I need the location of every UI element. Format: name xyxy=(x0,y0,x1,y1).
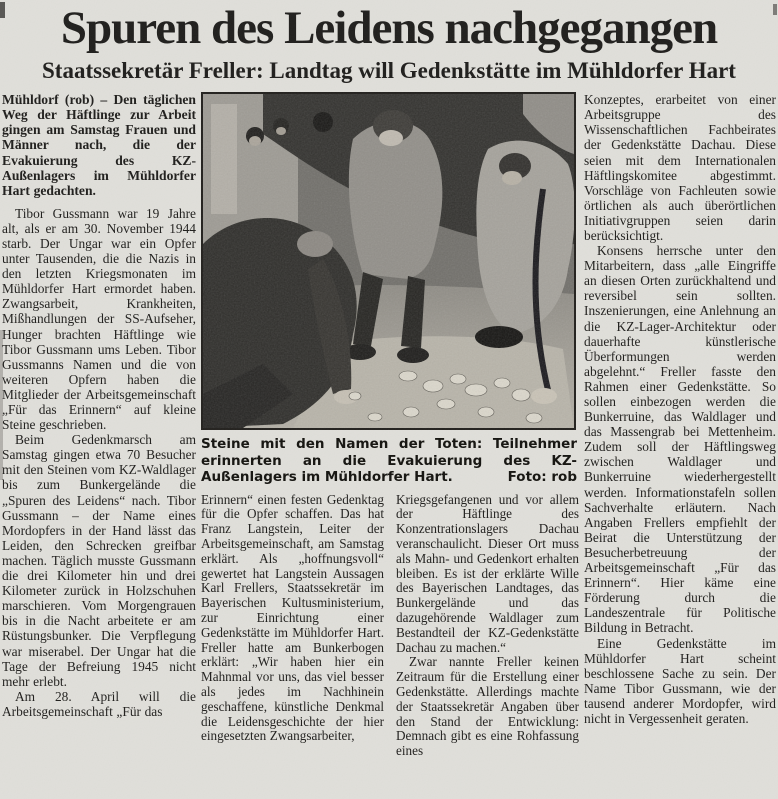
article-paragraph: Konsens herrsche unter den Mitarbeitern, dass „alle Eingriffe an diesen Orten zurückhaltend und reversibel sein sollten. Inszenierungen, eine Anlehnung an die KZ-Lager-Architektur oder dauerhafte künstlerische Überformungen werden abgelehnt.“ Freller fasste den Rahmen einer Gedenkstätte. So sollen einbezogen werden die Bunkerruine, das Waldlager und das Massengrab bei Mettenheim. Zudem soll der Häftlingsweg zwischen Waldlager und Bunkerruine wiederhergestellt werden. Informationstafeln sollen Sachverhalte erläutern. Nach Angaben Frellers empfiehlt der Beirat die Unterstützung der Besucherbetreuung der Arbeitsgemeinschaft „Für das Erinnern“. Hier käme eine Förderung durch die Landeszentrale für Politische Bildung in Betracht. xyxy=(584,243,776,636)
lead-paragraph: Mühldorf (rob) – Den täglichen Weg der Häftlinge zur Arbeit gingen am Samstag Frauen und Männer nach, die der Evakuierung des KZ-Außenlagers im Mühldorfer Hart gedachten. xyxy=(2,92,196,198)
masthead xyxy=(0,0,778,83)
scan-artifact xyxy=(773,4,777,15)
photo-credit: Foto: rob xyxy=(507,469,577,486)
article-photo xyxy=(201,92,579,486)
article-paragraph: Beim Gedenkmarsch am Samstag gingen etwa 70 Besucher mit den Steinen vom KZ-Waldlager bis zum Bunkergelände die „Spuren des Leidens“ nach. Tibor Gussmann – der Name eines Mordopfers in der Hand lässt das Leiden, den Schrecken greifbar machen. Täglich musste Gussmann die drei Kilometer hin und drei Kilometer zurück in Holzschuhen marschieren. Vom Morgengrauen bis in die Nacht arbeitete er am Rüstungsbunker. Die Verpflegung war miserabel. Der Ungar hat die Tage der Befreiung 1945 nicht mehr erlebt. xyxy=(2,432,196,689)
column-left xyxy=(2,92,196,719)
subheadline: Staatssekretär Freller: Landtag will Gedenkstätte im Mühldorfer Hart xyxy=(42,58,736,83)
photo-caption xyxy=(201,436,577,486)
article-paragraph: Erinnern“ einen festen Gedenktag für die Opfer schaffen. Das hat Franz Langstein, Leiter der Arbeitsgemeinschaft, am Samstag erklärt. Als „hoffnungsvoll“ gewertet hat Langstein Aussagen Karl Frellers, Staatssekretär im Bayerischen Kultusministerium, zur Einrichtung einer Gedenkstätte im Mühldorfer Hart. Freller hatte am Bunkerbogen erklärt: „Wir haben hier ein Mahnmal vor uns, das viel besser als jedes im Nachhinein geschaffene, künstliche Denkmal die Leidensgeschichte der hier eingesetzten Zwangsarbeiter, xyxy=(201,491,384,744)
column-middle-2 xyxy=(396,493,579,759)
article-paragraph: Eine Gedenkstätte im Mühldorfer Hart scheint beschlossene Sache zu sein. Der Name Tibor Gussmann, wie der tausend anderer Mordopfer, wird nicht in Vergessenheit geraten. xyxy=(584,635,776,726)
photo-caption-text: Steine mit den Namen der Toten: Teilnehmer erinnerten an die Evakuierung des KZ-Außenlagers im Mühldorfer Hart. xyxy=(201,436,577,486)
article-paragraph: Konzeptes, erarbeitet von einer Arbeitsgruppe des Wissenschaftlichen Fachbeirates der Gedenkstätte Dachau. Diese seien mit dem Internationalen Häftlingskomitee abgestimmt. Vorschläge von Fachleuten sowie örtlichen als auch überörtlichen Initiativgruppen seien darin berücksichtigt. xyxy=(584,92,776,243)
article-paragraph: Zwar nannte Freller keinen Zeitraum für die Erstellung einer Gedenkstätte. Allerdings machte der Staatssekretär Angaben über den Stand der Entwicklung: Demnach gibt es eine Rohfassung eines xyxy=(396,654,579,759)
article-body xyxy=(0,92,778,759)
article-paragraph: Tibor Gussmann war 19 Jahre alt, als er am 30. November 1944 starb. Der Ungar war ein Opfer unter Tausenden, die die Nazis in den letzten Kriegsmonaten im Mühldorfer Hart ermordet haben. Zwangsarbeit, Krankheiten, Mißhandlungen der SS-Aufseher, Hunger brachten Häftlinge wie Tibor Gussmann ums Leben. Tibor Gussmanns Namen und die von weiteren Opfern haben die Mitglieder der Arbeitsgemeinschaft „Für das Erinnern“ auf kleine Steine geschrieben. xyxy=(2,205,196,433)
article-paragraph: Kriegsgefangenen und vor allem der Häftlinge des Konzentrationslagers Dachau veranschaulicht. Dieser Ort muss als Mahn- und Gedenkort erhalten bleiben. Es ist der erklärte Wille des Bayerischen Landtages, das Bunkergelände und das dazugehörende Waldlager zum Bestandteil der KZ-Gedenkstätte Dachau zu machen.“ xyxy=(396,491,579,655)
column-right xyxy=(584,92,776,726)
middle-text-columns xyxy=(201,493,579,759)
column-middle-1 xyxy=(201,493,384,759)
scan-artifact xyxy=(0,2,5,18)
photo-frame xyxy=(201,92,576,430)
headline: Spuren des Leidens nachgegangen xyxy=(60,2,718,54)
scan-artifact xyxy=(0,330,3,480)
article-paragraph: Am 28. April will die Arbeitsgemeinschaft „Für das xyxy=(2,688,196,719)
memorial-stones-photo-illustration xyxy=(203,94,574,428)
column-middle xyxy=(201,92,579,759)
